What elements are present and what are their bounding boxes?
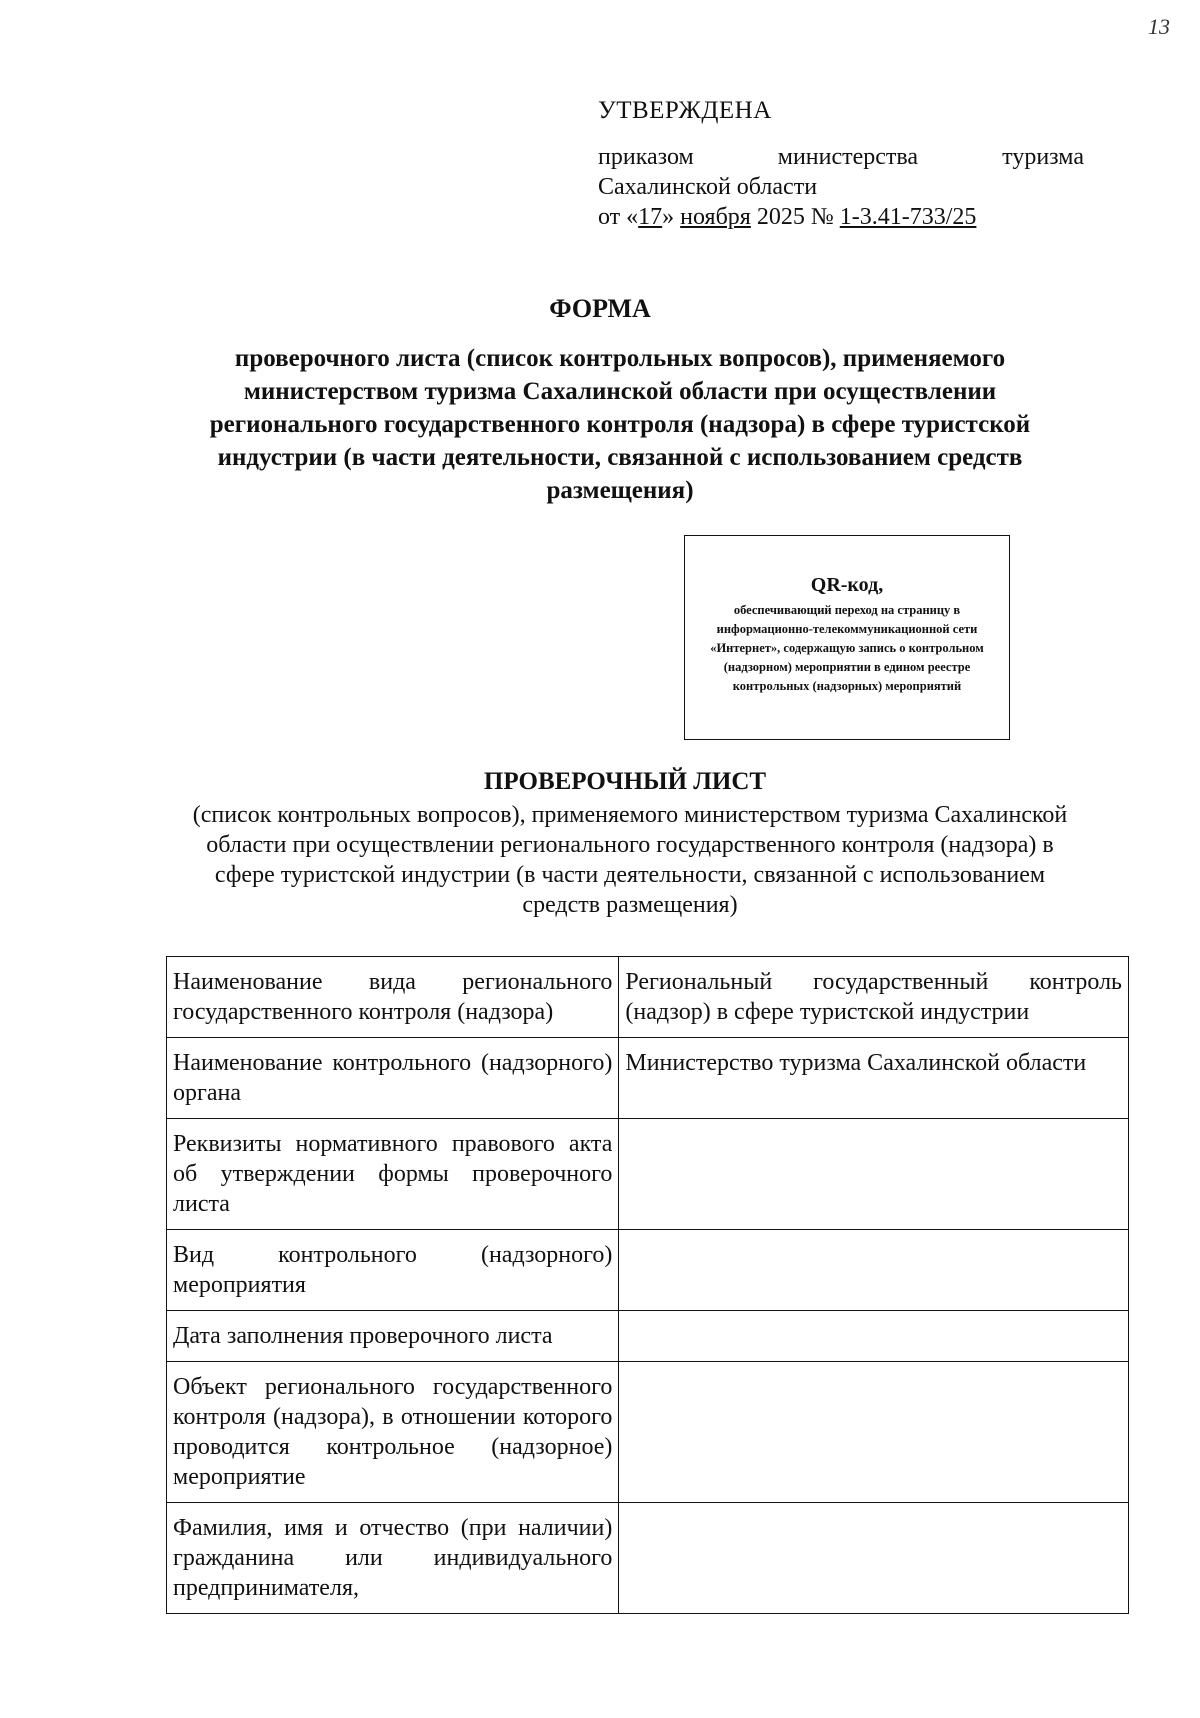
- approval-date-line: [598, 202, 1084, 232]
- table-row: [167, 1119, 1129, 1230]
- approval-word-tourism: туризма: [1002, 144, 1084, 170]
- row-label: Объект регионального государственного контроля (надзора), в отношении которого проводится контрольное (надзорное) мероприятие: [167, 1362, 619, 1503]
- row-label: Реквизиты нормативного правового акта об утверждении формы проверочного листа: [167, 1119, 619, 1230]
- date-day: 17: [638, 204, 663, 230]
- row-label: Дата заполнения проверочного листа: [167, 1311, 619, 1362]
- qr-code-placeholder: [684, 535, 1010, 740]
- row-label: Наименование контрольного (надзорного) органа: [167, 1038, 619, 1119]
- approval-title: УТВЕРЖДЕНА: [598, 97, 772, 124]
- row-label: Фамилия, имя и отчество (при наличии) гражданина или индивидуального предпринимателя,: [167, 1503, 619, 1614]
- table-row: [167, 957, 1129, 1038]
- approval-word-order: приказом: [598, 144, 694, 170]
- row-value[interactable]: [619, 1311, 1129, 1362]
- form-title: ФОРМА: [549, 294, 651, 323]
- row-value[interactable]: [619, 1362, 1129, 1503]
- row-value[interactable]: [619, 1503, 1129, 1614]
- info-table: [166, 956, 1129, 1614]
- date-year: 2025 №: [750, 204, 840, 230]
- row-value: Региональный государственный контроль (надзор) в сфере туристской индустрии: [619, 957, 1129, 1038]
- row-value: Министерство туризма Сахалинской области: [619, 1038, 1129, 1119]
- approval-block: [598, 96, 1084, 232]
- order-number: 1-3.41-733/25: [839, 204, 977, 230]
- page-number: 13: [1148, 14, 1170, 39]
- approval-line-2: Сахалинской области: [598, 174, 818, 200]
- table-row: [167, 1230, 1129, 1311]
- row-label: Вид контрольного (надзорного) мероприятия: [167, 1230, 619, 1311]
- row-label: Наименование вида регионального государственного контроля (надзора): [167, 957, 619, 1038]
- date-mid: »: [662, 204, 681, 230]
- table-row: [167, 1503, 1129, 1614]
- date-prefix: от «: [598, 204, 639, 230]
- table-row: [167, 1362, 1129, 1503]
- form-description: проверочного листа (список контрольных вопросов), применяемого министерством туризма Сахалинской области при осуществлении регионального государственного контроля (надзора) в сфере туристской индустрии (в части деятельности, связанной с использованием средств размещения): [209, 345, 1031, 504]
- row-value[interactable]: [619, 1119, 1129, 1230]
- qr-title: QR-код,: [810, 574, 884, 596]
- table-row: [167, 1311, 1129, 1362]
- checklist-title: ПРОВЕРОЧНЫЙ ЛИСТ: [483, 768, 767, 795]
- qr-description: обеспечивающий переход на страницу в информационно-телекоммуникационной сети «Интернет», содержащую запись о контрольном (надзорном) мероприятии в едином реестре контрольных (надзорных) мероприятий: [710, 603, 984, 693]
- table-row: [167, 1038, 1129, 1119]
- approval-line-1: [598, 142, 1084, 172]
- checklist-description: (список контрольных вопросов), применяемого министерством туризма Сахалинской области при осуществлении регионального государственного контроля (надзора) в сфере туристской индустрии (в части деятельности, связанной с использованием средств размещения): [192, 802, 1068, 918]
- approval-word-ministry: министерства: [777, 144, 919, 170]
- row-value[interactable]: [619, 1230, 1129, 1311]
- date-month: ноября: [680, 204, 751, 230]
